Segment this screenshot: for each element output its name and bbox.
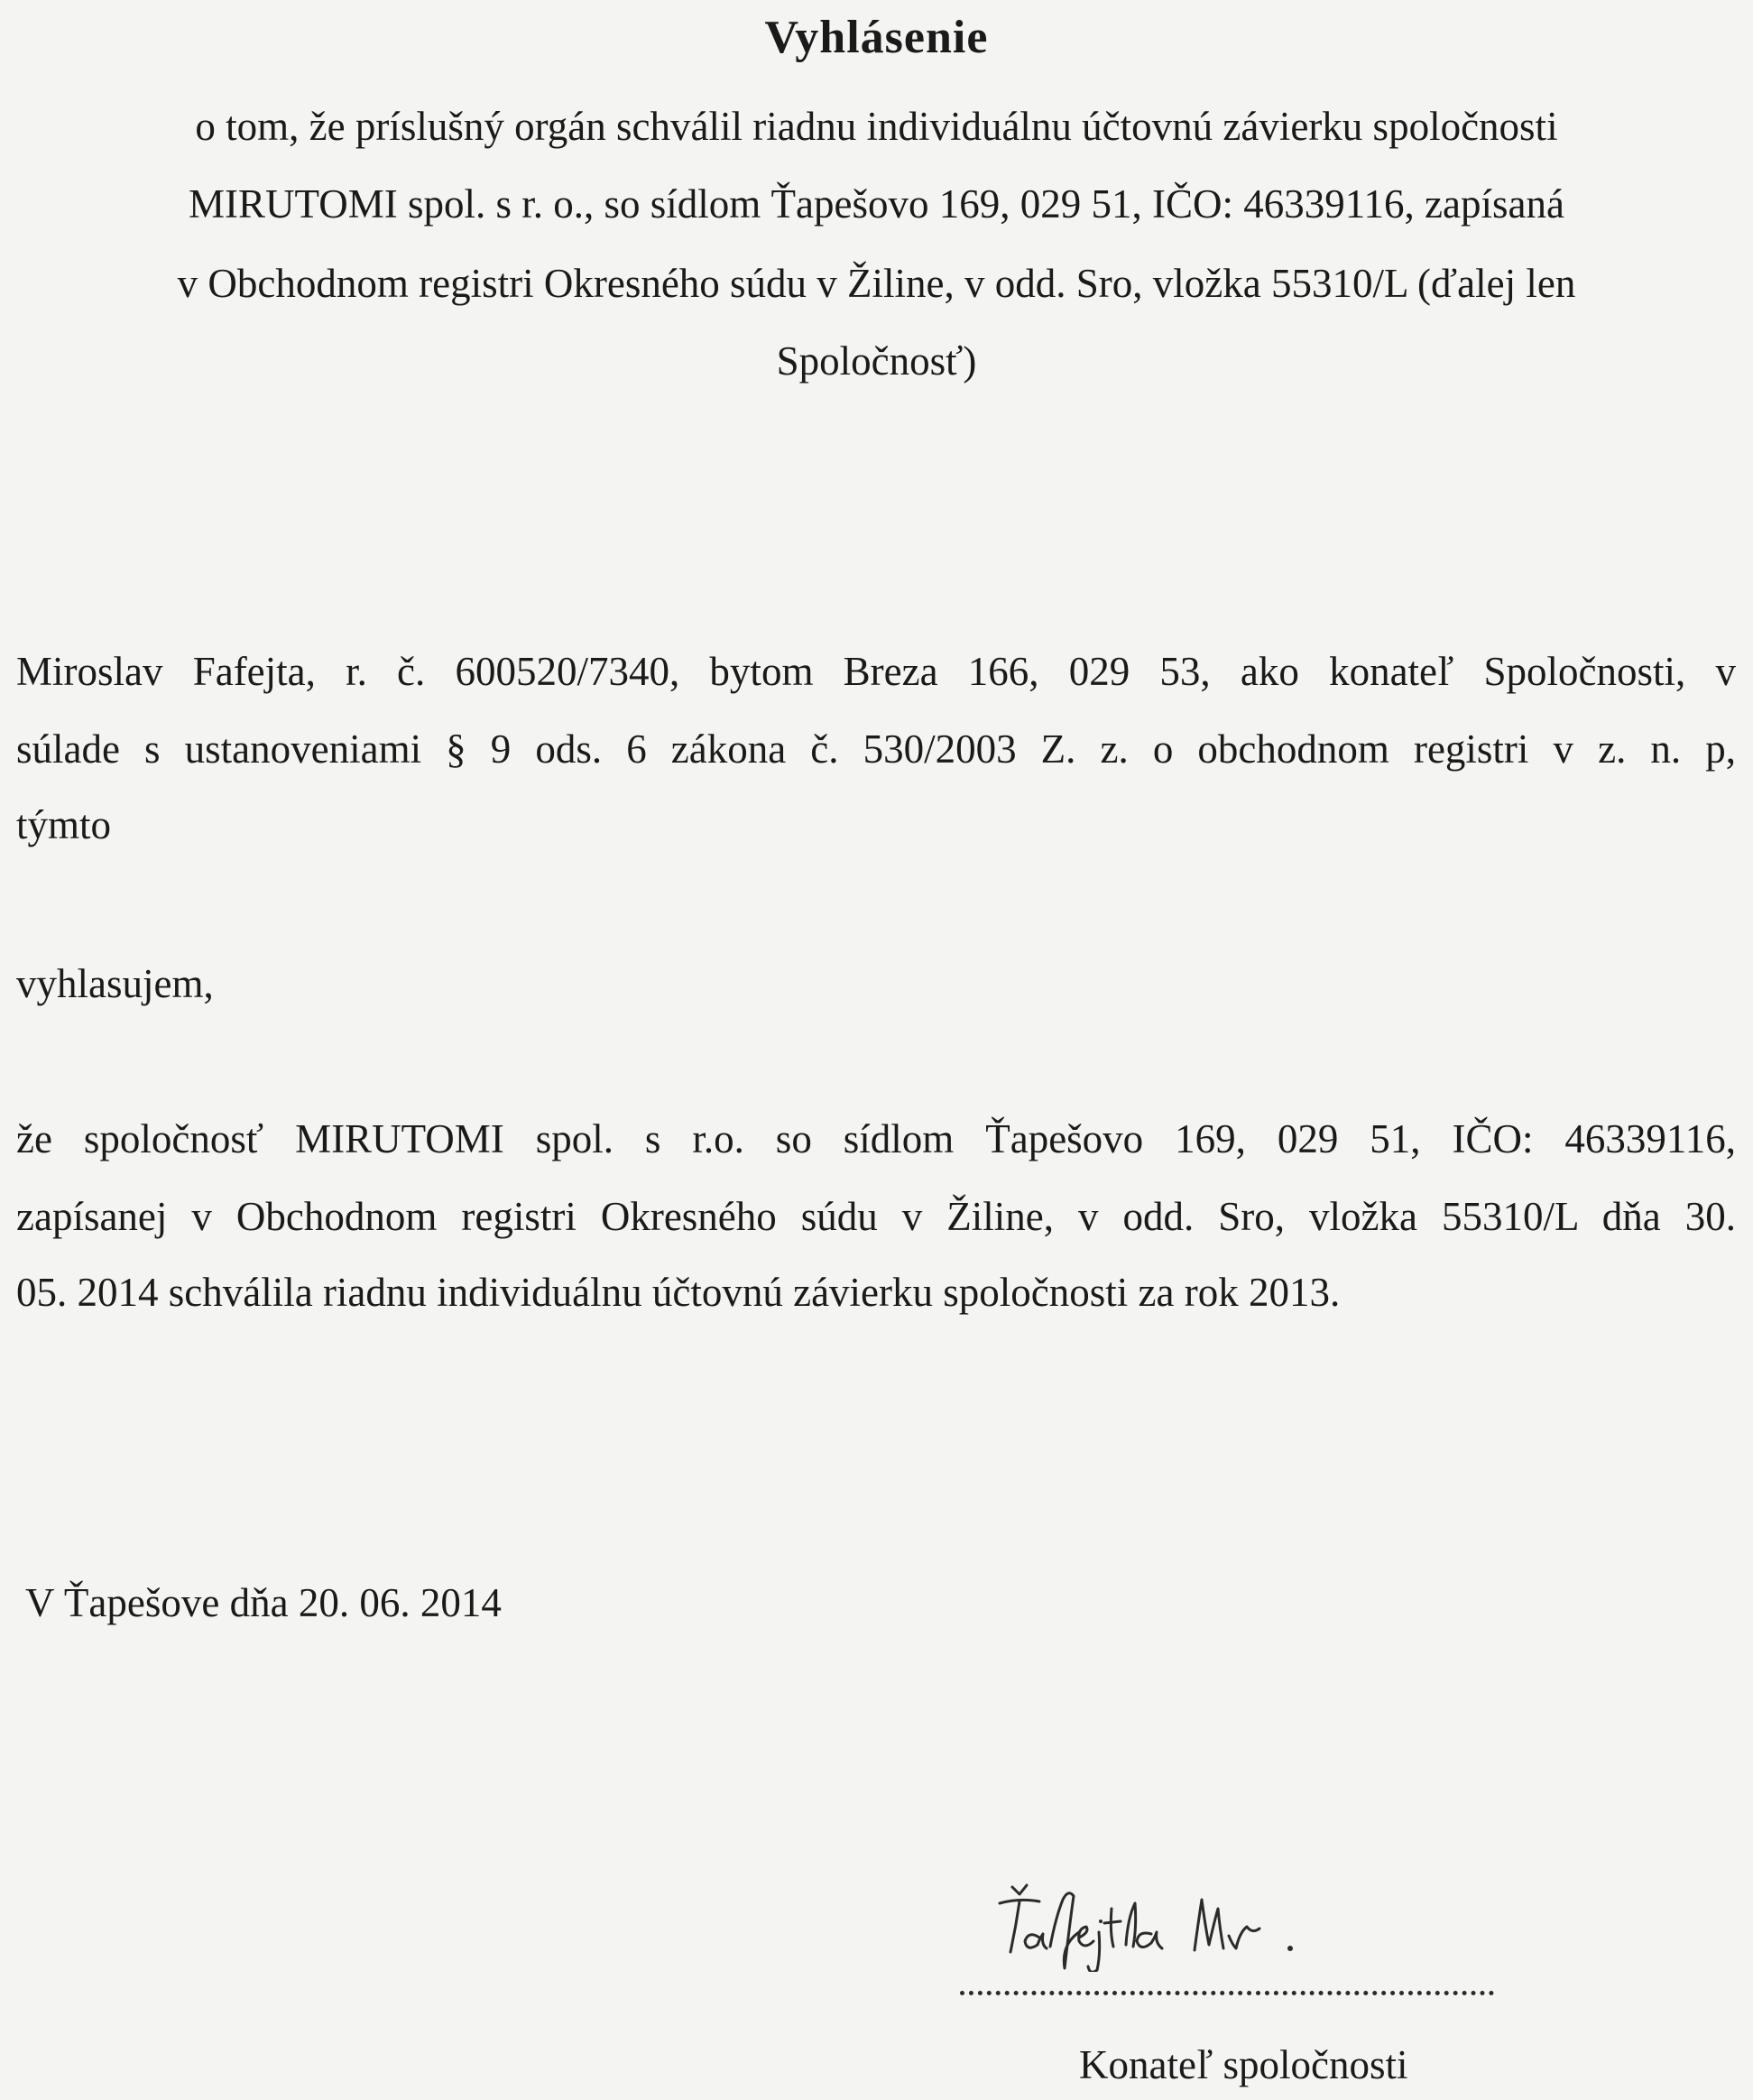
header-line-3: v Obchodnom registri Okresného súdu v Žiline, v odd. Sro, vložka 55310/L (ďalej len [177,261,1576,306]
paragraph2-line-3: 05. 2014 schválila riadnu individuálnu účtovnú závierku spoločnosti za rok 2013. [16,1270,1341,1315]
signature-line [960,1985,1494,1995]
paragraph2-line-1: že spoločnosť MIRUTOMI spol. s r.o. so sídlom Ťapešovo 169, 029 51, IČO: 46339116, [16,1116,1736,1161]
document-title: Vyhlásenie [764,12,989,63]
paragraph1-line-1: Miroslav Fafejta, r. č. 600520/7340, bytom Breza 166, 029 53, ako konateľ Spoločnosti, v [16,649,1736,694]
header-line-2: MIRUTOMI spol. s r. o., so sídlom Ťapešovo 169, 029 51, IČO: 46339116, zapísaná [189,181,1564,227]
declaration-word: vyhlasujem, [16,961,214,1006]
header-line-4: Spoločnosť) [776,338,977,384]
handwritten-signature [992,1882,1371,1972]
header-line-1: o tom, že príslušný orgán schválil riadnu individuálnu účtovnú závierku spoločnosti [195,104,1558,149]
paragraph2-line-2: zapísanej v Obchodnom registri Okresného súdu v Žiline, v odd. Sro, vložka 55310/L dňa 30. [16,1194,1736,1239]
paragraph1-line-3: týmto [16,802,112,847]
signature-caption: Konateľ spoločnosti [1079,2042,1408,2087]
paragraph1-line-2: súlade s ustanoveniami § 9 ods. 6 zákona č. 530/2003 Z. z. o obchodnom registri v z. n. p, [16,726,1736,772]
place-date: V Ťapešove dňa 20. 06. 2014 [25,1580,502,1625]
